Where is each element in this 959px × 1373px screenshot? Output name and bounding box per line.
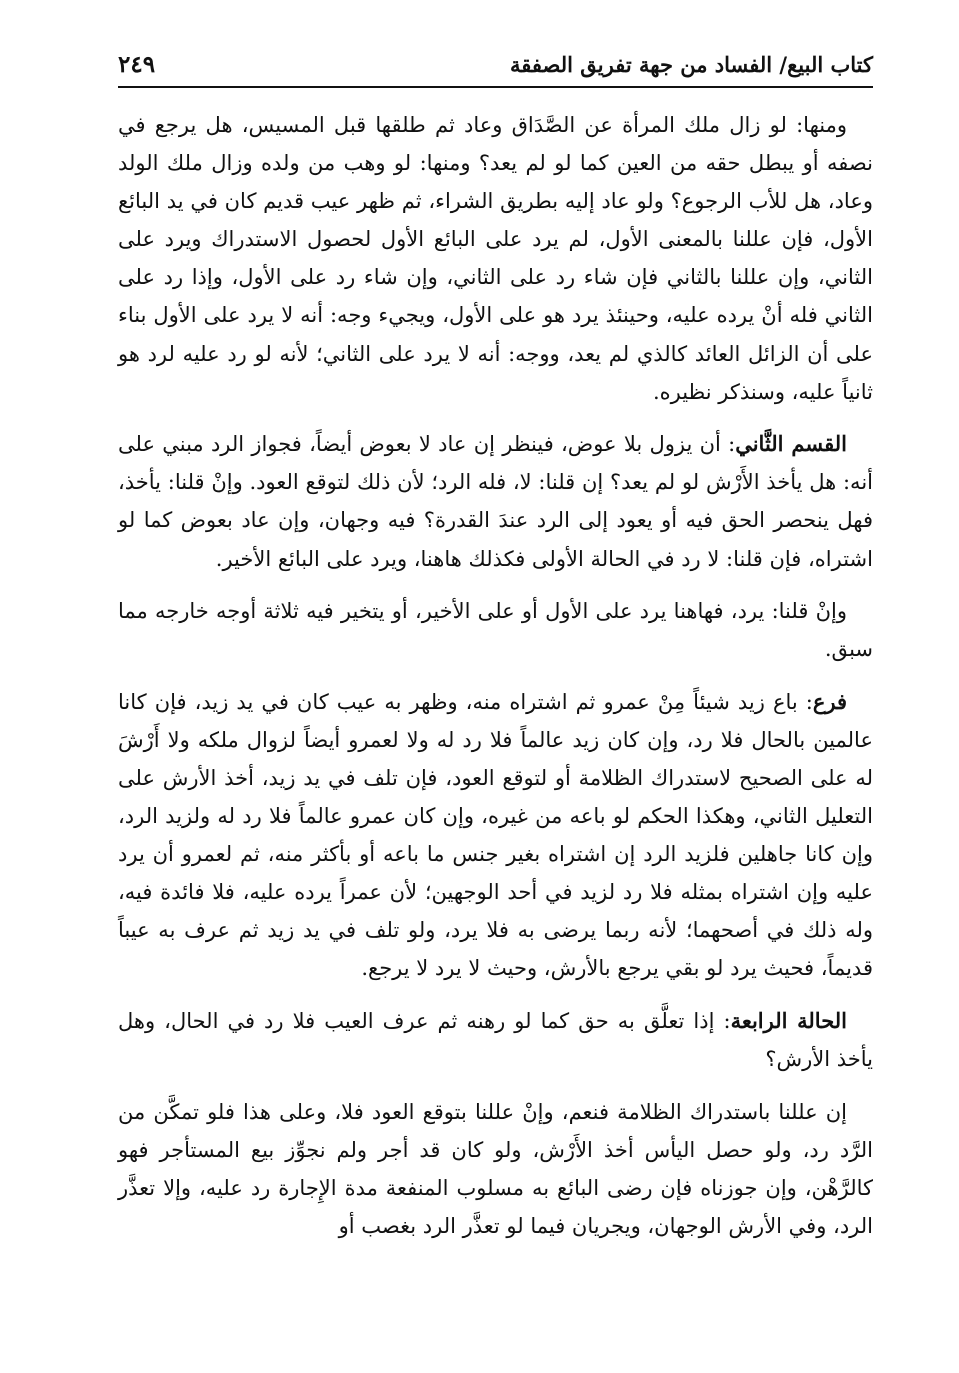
paragraph-lead: الحالة الرابعة (730, 1008, 847, 1034)
running-title: كتاب البيع/ الفساد من جهة تفريق الصفقة (510, 51, 873, 77)
paragraph (118, 1093, 873, 1245)
paragraph-text: : أن يزول بلا عوض، فينظر إن عاد لا بعوض أيضاً، فجواز الرد مبني على أنه: هل يأخذ الأَرْش لو لم يعد؟ إن قلنا: لا، فله الرد؛ لأن ذلك لتوقع العود. وإنْ قلنا: يأخذ، فهل ينحصر الحق فيه أو يعود إلى الرد عندَ القدرة؟ فيه وجهان، وإن عاد بعوض كما لو اشتراه، فإن قلنا: لا رد في الحالة الأولى فكذلك هاهنا، ويرد على البائع الأخير. (118, 432, 873, 571)
paragraph-text: ومنها: لو زال ملك المرأة عن الصَّدَاق وعاد ثم طلقها قبل المسيس، هل يرجع في نصفه أو يبطل حقه من العين كما لو لم يعد؟ ومنها: لو وهب من ولده وزال ملك الولد وعاد، هل للأب الرجوع؟ ولو عاد إليه بطريق الشراء، ثم ظهر عيب قديم كان في يد البائع الأول، فإن عللنا بالمعنى الأول، لم يرد على البائع الأول لحصول الاستدراك ويرد على الثاني، وإن عللنا بالثاني فإن شاء رد على الثاني، وإن شاء رد على الأول، وإذا رد على الثاني فله أنْ يرده عليه، وحينئذ يرد هو على الأول، ويجيء وجه: أنه لا يرد على الأول بناء على أن الزائل العائد كالذي لم يعد، ووجه: أنه لا يرد على الثاني؛ لأنه لو رد عليه لرد هو ثانياً عليه، وسنذكر نظيره. (118, 113, 873, 404)
body-text (118, 106, 873, 1260)
paragraph-text: : باع زيد شيئاً مِنْ عمرو ثم اشتراه منه، وظهر به عيب كان في يد زيد، فإن كانا عالمين بالحال فلا رد، وإن كان زيد عالماً فلا رد له ولا لعمرو أيضاً لزوال ملكه ولا أَرْشَ له على الصحيح لاستدراك الظلامة أو لتوقع العود، فإن تلف في يد زيد، أخذ الأرش على التعليل الثاني، وهكذا الحكم لو باعه من غيره، وإن كان عمرو عالماً فلا رد له ولزيد الرد، وإن كانا جاهلين فلزيد الرد إن اشتراه بغير جنس ما باعه أو بأكثر منه، ثم لعمرو أن يرد عليه وإن اشتراه بمثله فلا رد لزيد في أحد الوجهين؛ لأن عمراً يرده عليه، فلا فائدة فيه، وله ذلك في أصحهما؛ لأنه ربما يرضى به فلا يرد، ولو تلف في يد زيد ثم عرف به عيباً قديماً، فحيث يرد لو بقي يرجع بالأرش، وحيث لا يرد لا يرجع. (118, 689, 873, 981)
paragraph (118, 592, 873, 668)
paragraph (118, 683, 873, 988)
paragraph-lead: فرع (812, 688, 847, 714)
paragraph (118, 1002, 873, 1078)
page-number: ٢٤٩ (118, 50, 156, 78)
paragraph (118, 106, 873, 411)
paragraph-text: إن عللنا باستدراك الظلامة فنعم، وإنْ عللنا بتوقع العود فلا، وعلى هذا فلو تمكَّن من الرَّد رد، ولو حصل اليأس أخذ الأَرْش، ولو كان قد أجر ولم نجوِّز بيع المستأجر فهو كالرَّهْن، وإن جوزناه فإن رضى البائع به مسلوب المنفعة مدة الإِجارة رد عليه، وإلا تعذَّر الرد، وفي الأرش الوجهان، ويجريان فيما لو تعذَّر الرد بغصب أو (118, 1099, 873, 1239)
paragraph-lead: القسم الثَّاني (735, 431, 847, 457)
paragraph-text: : إذا تعلَّق به حق كما لو رهنه ثم عرف العيب فلا رد في الحال، وهل يأخذ الأرش؟ (118, 1009, 873, 1072)
paragraph (118, 425, 873, 577)
paragraph-text: وإنْ قلنا: يرد، فهاهنا يرد على الأول أو على الأخير، أو يتخير فيه ثلاثة أوجه خارجه مما سبق. (118, 599, 873, 662)
page-header (118, 42, 873, 88)
